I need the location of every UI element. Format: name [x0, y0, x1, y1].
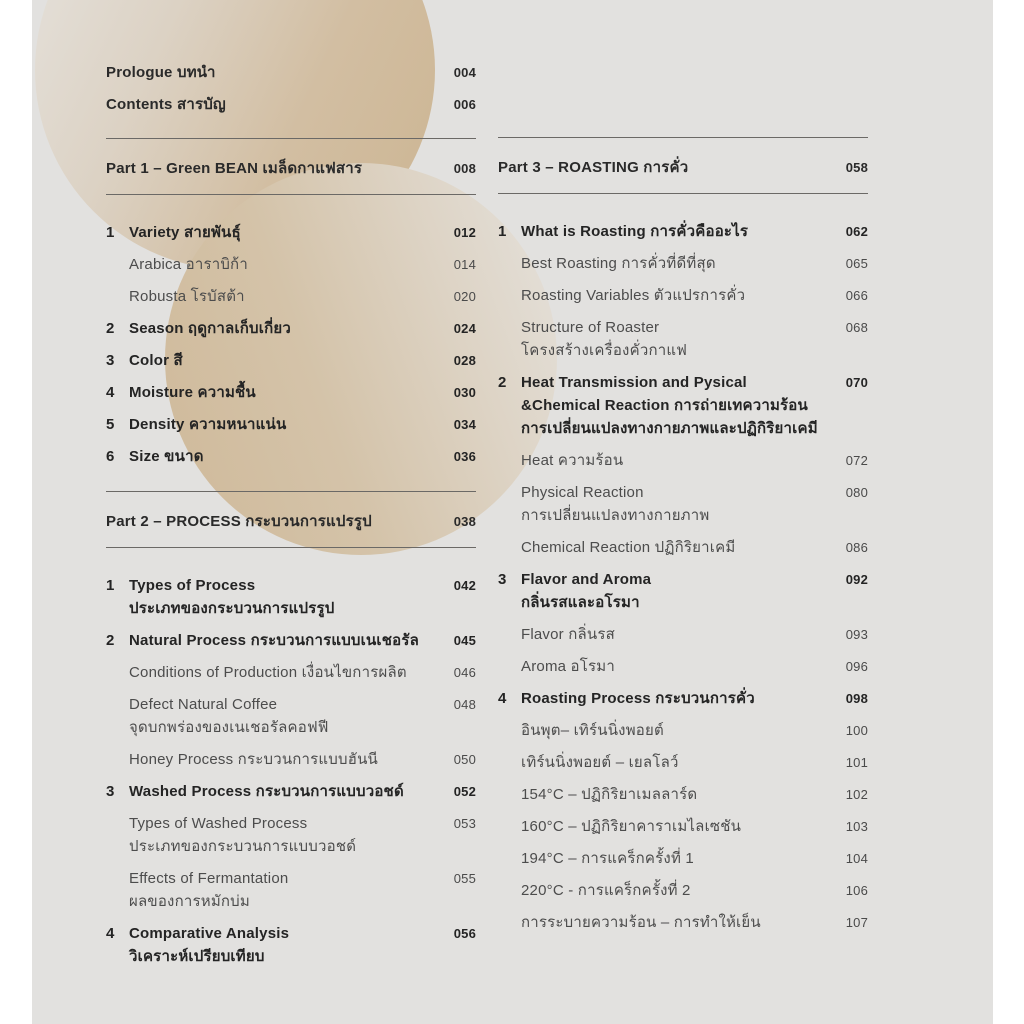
- part-title: Part 3 – ROASTING การคั่ว: [498, 159, 689, 176]
- entry-page: 080: [845, 485, 868, 500]
- entry-page: 050: [453, 752, 476, 767]
- entry-title: 194°C – การแคร็กครั้งที่ 1: [521, 850, 694, 867]
- entry-page: 104: [845, 851, 868, 866]
- entry-page: 070: [845, 375, 868, 390]
- entry-title: Heat ความร้อน: [521, 452, 624, 469]
- entry-title: 160°C – ปฏิกิริยาคาราเมไลเซชัน: [521, 818, 742, 835]
- entry-title: Roasting Process กระบวนการคั่ว: [521, 690, 755, 707]
- entry-page: 093: [845, 627, 868, 642]
- entry-number: 4: [498, 690, 507, 707]
- entry-title: Conditions of Production เงื่อนไขการผลิต: [129, 664, 407, 681]
- toc-entry[interactable]: [106, 574, 476, 620]
- entry-page: 068: [845, 320, 868, 335]
- entry-title: Flavor and Aroma กลิ่นรสและอโรมา: [521, 571, 652, 611]
- entry-title: Robusta โรบัสต้า: [129, 288, 245, 305]
- entry-title: Physical Reaction การเปลี่ยนแปลงทางกายภาพ: [521, 484, 710, 524]
- entry-page: 100: [845, 723, 868, 738]
- entry-title: Moisture ความชื้น: [129, 384, 256, 401]
- toc-entry[interactable]: [498, 879, 868, 902]
- entry-page: 006: [453, 97, 476, 112]
- entry-title: Types of Washed Process ประเภทของกระบวนการแบบวอชด์: [129, 815, 357, 855]
- entry-page: 045: [453, 633, 476, 648]
- toc-entry[interactable]: [106, 812, 476, 858]
- entry-title: เทิร์นนิ่งพอยต์ – เยลโลว์: [521, 754, 679, 771]
- toc-entry[interactable]: [106, 661, 476, 684]
- part-title: Part 1 – Green BEAN เมล็ดกาแฟสาร: [106, 160, 363, 177]
- entry-number: 1: [498, 223, 507, 240]
- entry-title: Size ขนาด: [129, 448, 204, 465]
- entry-number: 4: [106, 384, 115, 401]
- entry-title: Color สี: [129, 352, 183, 369]
- entry-page: 062: [845, 224, 868, 239]
- entry-number: 2: [106, 632, 115, 649]
- entry-page: 055: [453, 871, 476, 886]
- entry-page: 053: [453, 816, 476, 831]
- entry-number: 5: [106, 416, 115, 433]
- entry-page: 106: [845, 883, 868, 898]
- part3-heading-block: [498, 156, 868, 179]
- part-page: 008: [453, 161, 476, 176]
- entry-number: 2: [498, 374, 507, 391]
- toc-entry[interactable]: [498, 536, 868, 559]
- entry-number: 6: [106, 448, 115, 465]
- toc-entry[interactable]: [498, 220, 868, 243]
- entry-page: 092: [845, 572, 868, 587]
- part3-entries: [498, 220, 868, 943]
- entry-title: Density ความหนาแน่น: [129, 416, 287, 433]
- entry-page: 107: [845, 915, 868, 930]
- part-heading-1[interactable]: [106, 157, 476, 180]
- toc-entry[interactable]: [106, 922, 476, 968]
- toc-entry[interactable]: [498, 815, 868, 838]
- entry-page: 103: [845, 819, 868, 834]
- entry-title: Best Roasting การคั่วที่ดีที่สุด: [521, 255, 716, 272]
- entry-title: Flavor กลิ่นรส: [521, 626, 615, 643]
- toc-entry[interactable]: [498, 687, 868, 710]
- entry-title: What is Roasting การคั่วคืออะไร: [521, 223, 749, 240]
- entry-page: 036: [453, 449, 476, 464]
- divider: [106, 138, 476, 139]
- entry-number: 1: [106, 224, 115, 241]
- toc-entry[interactable]: [106, 445, 476, 468]
- entry-title: Roasting Variables ตัวแปรการคั่ว: [521, 287, 746, 304]
- toc-entry[interactable]: [106, 748, 476, 771]
- divider: [106, 491, 476, 492]
- toc-entry[interactable]: [498, 911, 868, 934]
- entry-page: 034: [453, 417, 476, 432]
- entry-page: 052: [453, 784, 476, 799]
- part-heading-2[interactable]: [106, 510, 476, 533]
- entry-number: 3: [106, 352, 115, 369]
- entry-title: Comparative Analysis วิเคราะห์เปรียบเทียบ: [129, 925, 290, 965]
- toc-entry[interactable]: [106, 317, 476, 340]
- entry-title: Aroma อโรมา: [521, 658, 615, 675]
- entry-number: 3: [498, 571, 507, 588]
- entry-page: 096: [845, 659, 868, 674]
- toc-entry[interactable]: [106, 693, 476, 739]
- toc-entry[interactable]: [106, 780, 476, 803]
- toc-entry[interactable]: [498, 623, 868, 646]
- toc-entry[interactable]: [106, 285, 476, 308]
- entry-page: 042: [453, 578, 476, 593]
- part-title: Part 2 – PROCESS กระบวนการแปรรูป: [106, 513, 372, 530]
- part1-entries: [106, 221, 476, 477]
- entry-page: 004: [453, 65, 476, 80]
- divider: [498, 193, 868, 194]
- toc-entry[interactable]: [498, 847, 868, 870]
- entry-page: 024: [453, 321, 476, 336]
- toc-entry[interactable]: [498, 284, 868, 307]
- entry-page: 101: [845, 755, 868, 770]
- toc-entry[interactable]: [106, 221, 476, 244]
- entry-number: 4: [106, 925, 115, 942]
- entry-title: Washed Process กระบวนการแบบวอชด์: [129, 783, 404, 800]
- entry-title: Honey Process กระบวนการแบบฮันนี: [129, 751, 379, 768]
- part1-heading-block: [106, 157, 476, 180]
- divider: [498, 137, 868, 138]
- entry-number: 3: [106, 783, 115, 800]
- entry-number: 1: [106, 577, 115, 594]
- divider: [106, 547, 476, 548]
- entry-title: 154°C – ปฏิกิริยาเมลลาร์ด: [521, 786, 698, 803]
- entry-page: 102: [845, 787, 868, 802]
- toc-entry[interactable]: [106, 381, 476, 404]
- toc-entry[interactable]: [498, 481, 868, 527]
- intro-entries: [106, 61, 476, 125]
- divider: [106, 194, 476, 195]
- entry-page: 072: [845, 453, 868, 468]
- entry-title: Types of Process ประเภทของกระบวนการแปรรูป: [129, 577, 335, 617]
- entry-number: 2: [106, 320, 115, 337]
- toc-entry[interactable]: [498, 316, 868, 362]
- toc-entry[interactable]: [498, 449, 868, 472]
- toc-entry[interactable]: [106, 253, 476, 276]
- toc-entry[interactable]: [498, 783, 868, 806]
- entry-page: 020: [453, 289, 476, 304]
- entry-title: การระบายความร้อน – การทำให้เย็น: [521, 914, 761, 931]
- entry-page: 086: [845, 540, 868, 555]
- toc-entry[interactable]: [498, 751, 868, 774]
- entry-page: 030: [453, 385, 476, 400]
- part-heading-3[interactable]: [498, 156, 868, 179]
- entry-page: 046: [453, 665, 476, 680]
- entry-page: 098: [845, 691, 868, 706]
- entry-page: 012: [453, 225, 476, 240]
- part-page: 038: [453, 514, 476, 529]
- entry-title: อินพุต– เทิร์นนิ่งพอยต์: [521, 722, 664, 739]
- entry-title: Structure of Roaster โครงสร้างเครื่องคั่วกาแฟ: [521, 319, 688, 359]
- toc-entry[interactable]: [498, 719, 868, 742]
- entry-page: 028: [453, 353, 476, 368]
- entry-title: Variety สายพันธุ์: [129, 224, 241, 241]
- toc-entry[interactable]: [106, 349, 476, 372]
- entry-title: Natural Process กระบวนการแบบเนเชอรัล: [129, 632, 420, 649]
- toc-entry-prologue[interactable]: [106, 61, 476, 84]
- entry-page: 065: [845, 256, 868, 271]
- toc-entry[interactable]: [498, 655, 868, 678]
- entry-title: Season ฤดูกาลเก็บเกี่ยว: [129, 320, 291, 337]
- entry-page: 066: [845, 288, 868, 303]
- entry-title: 220°C - การแคร็กครั้งที่ 2: [521, 882, 691, 899]
- entry-title: Contents สารบัญ: [106, 96, 226, 113]
- entry-title: Heat Transmission and Pysical &Chemical Reaction การถ่ายเทความร้อน การเปลี่ยนแปลงทางกายภาพและปฏิกิริยาเคมี: [521, 374, 818, 437]
- entry-title: Chemical Reaction ปฏิกิริยาเคมี: [521, 539, 736, 556]
- toc-entry[interactable]: [106, 867, 476, 913]
- entry-page: 048: [453, 697, 476, 712]
- entry-title: Arabica อาราบิก้า: [129, 256, 248, 273]
- part-page: 058: [845, 160, 868, 175]
- toc-entry-contents[interactable]: [106, 93, 476, 116]
- entry-title: Effects of Fermantation ผลของการหมักบ่ม: [129, 870, 289, 910]
- part2-heading-block: [106, 510, 476, 533]
- entry-title: Defect Natural Coffee จุดบกพร่องของเนเชอรัลคอฟฟี: [129, 696, 329, 736]
- toc-entry[interactable]: [106, 629, 476, 652]
- entry-title: Prologue บทนำ: [106, 64, 216, 81]
- toc-entry[interactable]: [498, 371, 868, 440]
- toc-entry[interactable]: [498, 568, 868, 614]
- entry-page: 014: [453, 257, 476, 272]
- toc-entry[interactable]: [498, 252, 868, 275]
- part2-entries: [106, 574, 476, 977]
- entry-page: 056: [453, 926, 476, 941]
- toc-entry[interactable]: [106, 413, 476, 436]
- toc-page: [32, 0, 993, 1024]
